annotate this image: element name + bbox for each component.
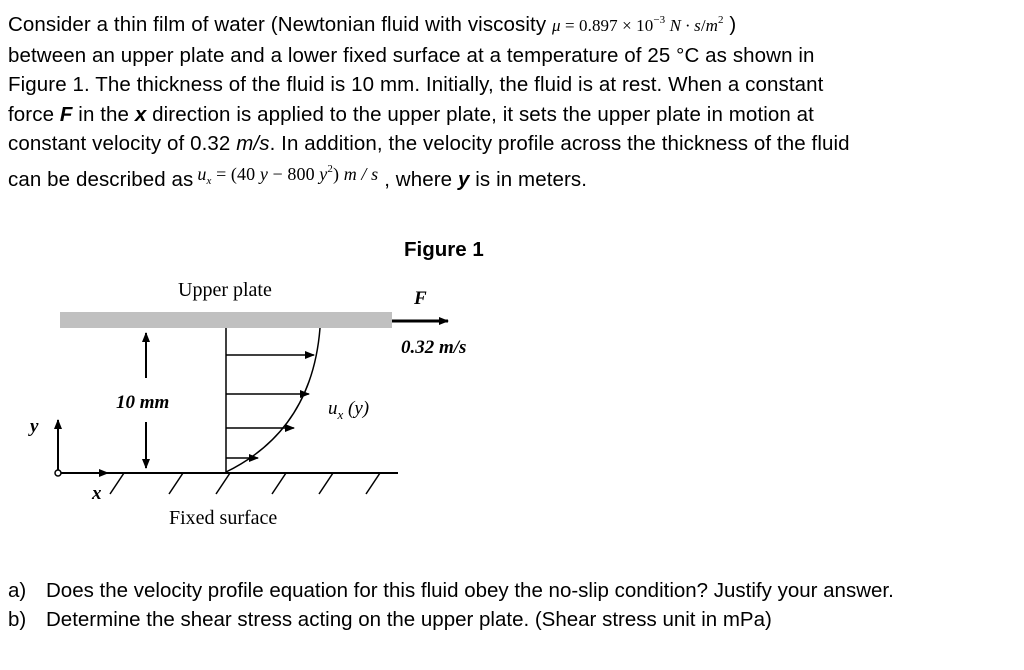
fixed-surface-hatching bbox=[110, 473, 380, 494]
x-axis-label: x bbox=[92, 483, 102, 504]
question-b bbox=[8, 605, 1014, 634]
problem-line-2: between an upper plate and a lower fixed surface at a temperature of 25 °C as shown in bbox=[8, 43, 815, 67]
velocity-profile-curve bbox=[226, 328, 320, 472]
question-b-label: b) bbox=[8, 608, 27, 631]
problem-line-4: force F in the x direction is applied to the upper plate, it sets the upper plate in motion at bbox=[8, 102, 814, 126]
upper-plate bbox=[60, 312, 392, 328]
problem-line-1: Consider a thin film of water (Newtonian fluid with viscosity $\mu = 0.897 \times 10^{-3}$ $N \cdot s/m^2$ ) bbox=[8, 13, 737, 36]
figure-title: Figure 1 bbox=[404, 238, 484, 261]
upper-plate-label: Upper plate bbox=[178, 279, 272, 301]
question-b-text: Determine the shear stress acting on the upper plate. (Shear stress unit in mPa) bbox=[46, 608, 772, 631]
force-label: F bbox=[414, 288, 427, 309]
profile-label: $u_x$ (y) bbox=[328, 398, 370, 422]
question-a-text: Does the velocity profile equation for this fluid obey the no-slip condition? Justify your answer. bbox=[46, 579, 894, 602]
thickness-label: 10 mm bbox=[116, 392, 170, 413]
fixed-surface-label: Fixed surface bbox=[169, 507, 278, 529]
velocity-label: 0.32 m/s bbox=[401, 337, 467, 358]
problem-line-3: Figure 1. The thickness of the fluid is 10 mm. Initially, the fluid is at rest. When a constant bbox=[8, 73, 824, 96]
problem-line-6: can be described as $u_x = (40$ y − 800 $y^2$) m / s , where y is in meters. bbox=[8, 162, 588, 191]
origin-point bbox=[55, 470, 61, 476]
question-a-label: a) bbox=[8, 579, 27, 602]
questions-list bbox=[8, 576, 1014, 634]
viscosity-equation: $\mu = 0.897 \times 10^{-3}$ $N \cdot s/m^2$ bbox=[551, 14, 724, 35]
question-a bbox=[8, 576, 1014, 605]
problem-line-5: constant velocity of 0.32 m/s. In addition, the velocity profile across the thickness of the fluid bbox=[8, 132, 850, 155]
y-axis-label: y bbox=[30, 416, 39, 437]
velocity-profile-equation: $u_x = (40$ y − 800 $y^2$) m / s bbox=[197, 162, 379, 187]
